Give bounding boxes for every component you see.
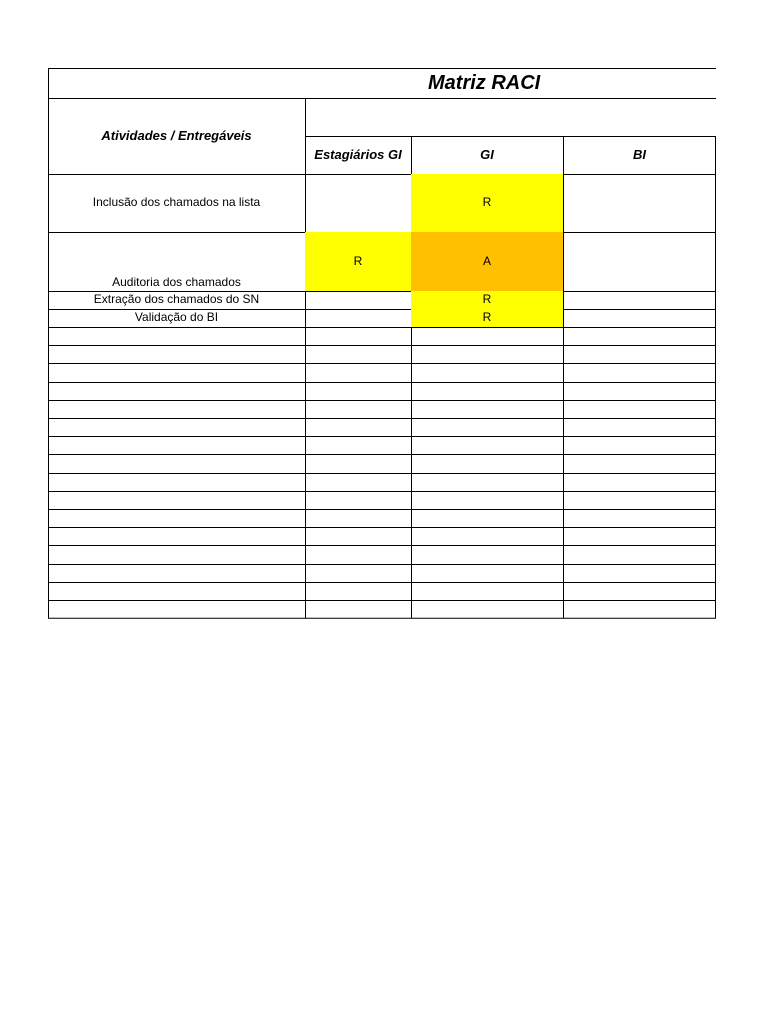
activity-label: Inclusão dos chamados na lista bbox=[92, 195, 261, 210]
raci-cell bbox=[563, 291, 716, 309]
role-header-bi: BI bbox=[633, 146, 646, 162]
page-title: Matriz RACI bbox=[428, 71, 541, 94]
raci-cell bbox=[305, 291, 411, 309]
activity-column-header: Atividades / Entregáveis bbox=[101, 127, 252, 143]
raci-cell: R bbox=[305, 232, 411, 291]
raci-cell: R bbox=[411, 291, 563, 309]
role-header-estagiarios-gi: Estagiários GI bbox=[314, 146, 402, 162]
raci-cell: R bbox=[411, 174, 563, 232]
raci-cell bbox=[563, 309, 716, 327]
raci-cell bbox=[563, 232, 716, 291]
activity-label: Validação do BI bbox=[134, 310, 219, 325]
role-header-gi: GI bbox=[480, 146, 494, 162]
raci-cell: R bbox=[411, 309, 563, 327]
raci-cell: A bbox=[411, 232, 563, 291]
activity-label: Auditoria dos chamados bbox=[112, 275, 241, 290]
raci-cell bbox=[305, 309, 411, 327]
raci-cell bbox=[563, 174, 716, 232]
raci-cell bbox=[305, 174, 411, 232]
activity-label: Extração dos chamados do SN bbox=[93, 292, 260, 307]
